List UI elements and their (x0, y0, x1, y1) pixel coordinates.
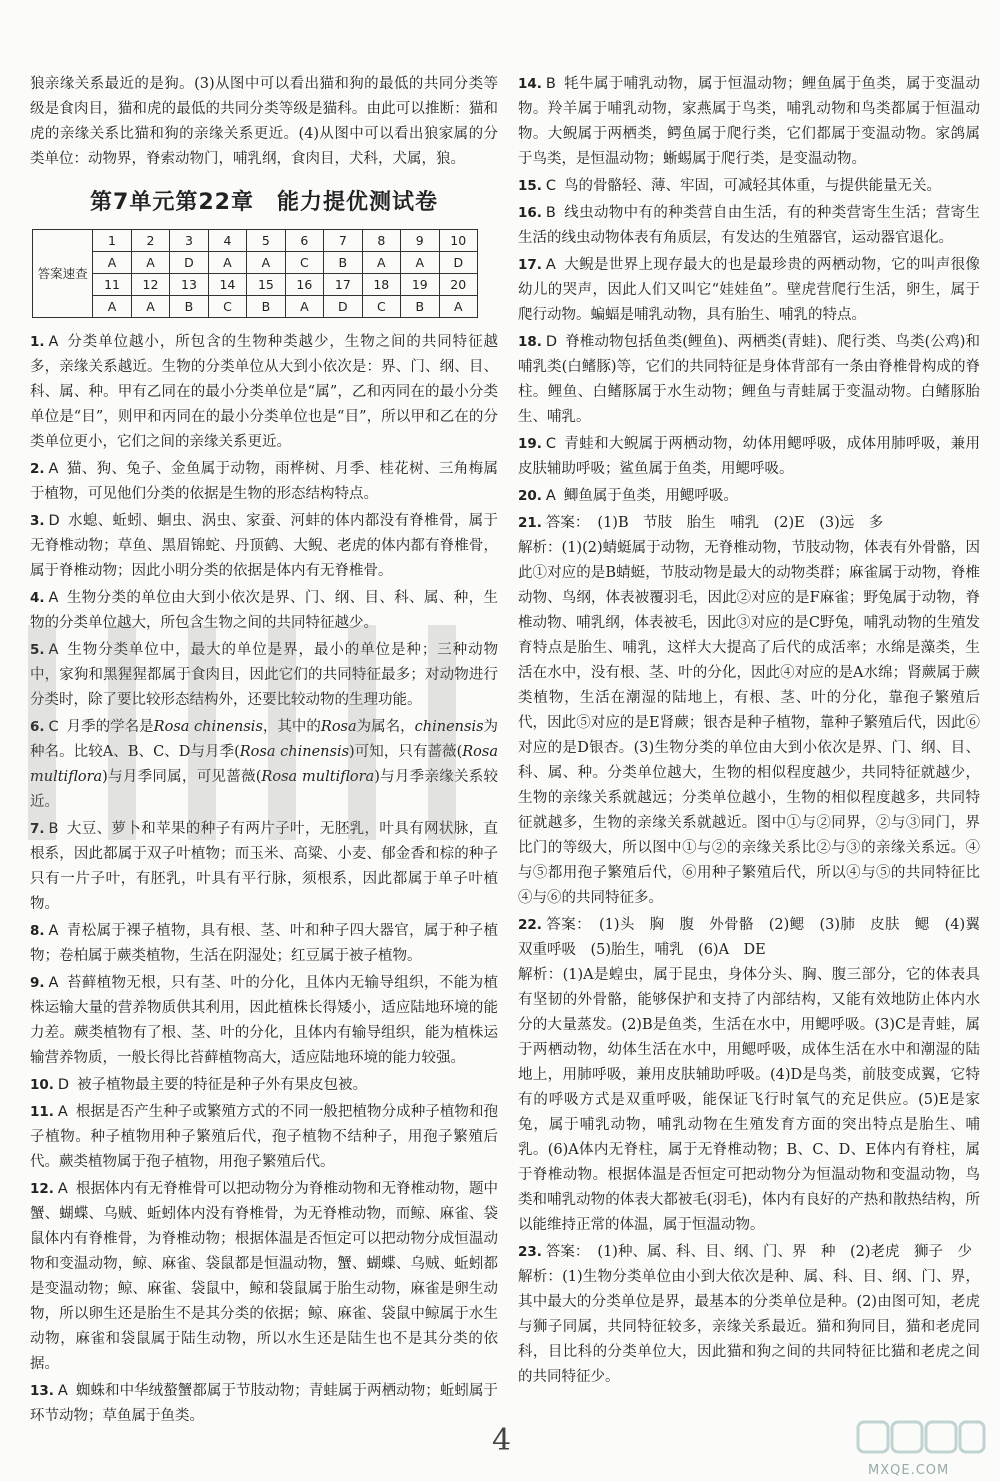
key-num: 1 (93, 230, 131, 252)
key-ans: B (170, 296, 208, 318)
key-num: 15 (247, 274, 285, 296)
question-12: 12. A 根据体内有无脊椎骨可以把动物分为脊椎动物和无脊椎动物，题中蟹、蝴蝶、乌贼、蚯蚓体内没有脊椎骨，为无脊椎动物，而鲸、麻雀、袋鼠体内有脊椎骨，为脊椎动物；根据体温是否恒定可以把动物分成恒温动物和变温动物，鲸、麻雀、袋鼠都是恒温动物，蟹、蝴蝶、乌贼、蚯蚓都是变温动物；鲸、麻雀、袋鼠中，鲸和袋鼠属于胎生动物，麻雀是卵生动物，所以卵生还是胎生不是其分类的依据；鲸、麻雀、袋鼠中鲸属于水生动物，麻雀和袋鼠属于陆生动物，所以水生还是陆生也不是其分类的依据。 (30, 1181, 498, 1372)
key-num: 19 (401, 274, 439, 296)
question-15: 15. C 鸟的骨骼轻、薄、牢固，可减轻其体重，与提供能量无关。 (518, 178, 942, 194)
key-num: 20 (439, 274, 477, 296)
key-num: 14 (208, 274, 246, 296)
key-num: 3 (170, 230, 208, 252)
key-num: 17 (324, 274, 362, 296)
watermark-text: MXQE.COM (868, 1463, 950, 1478)
key-num: 8 (362, 230, 400, 252)
key-num: 4 (208, 230, 246, 252)
question-9: 9. A 苔藓植物无根，只有茎、叶的分化，且体内无输导组织，不能为植株运输大量的营养物质供其利用，因此植株长得矮小，适应陆地环境的能力差。蕨类植物有了根、茎、叶的分化，且体内有输导组织，能为植株运输营养物质，一般长得比苔藓植物高大，适应陆地环境的能力较强。 (30, 975, 498, 1066)
key-num: 18 (362, 274, 400, 296)
key-num: 10 (439, 230, 477, 252)
question-3: 3. D 水螅、蚯蚓、蛔虫、涡虫、家蚕、河蚌的体内都没有脊椎骨，属于无脊椎动物；草鱼、黑眉锦蛇、丹顶鹤、大鲵、老虎的体内都有脊椎骨，属于脊椎动物；因此小明分类的依据是体内有无脊椎骨。 (30, 513, 498, 579)
key-num: 16 (285, 274, 323, 296)
question-8: 8. A 青松属于裸子植物，具有根、茎、叶和种子四大器官，属于种子植物；卷柏属于蕨类植物，生活在阴湿处；红豆属于被子植物。 (30, 923, 498, 964)
question-22: 22. 答案： (1)头 胸 腹 外骨骼 (2)鳃 (3)肺 皮肤 鳃 (4)翼 双重呼吸 (5)胎生，哺乳 (6)A DE 解析：(1)A是蝗虫，属于昆虫，身体分头、胸、腹三部分，它的体表具有坚韧的外骨骼，能够保护和支持了内部结构，又能有效地防止体内水分的大量蒸发。(2)B是鱼类，生活在水中，用鳃呼吸。(3)C是青蛙，属于两栖动物，幼体生活在水中，用鳃呼吸，成体生活在水中和潮湿的陆地上，用肺呼吸，兼用皮肤辅助呼吸。(4)D是鸟类，前肢变成翼，它特有的呼吸方式是双重呼吸，能保证飞行时氧气的充足供应。(5)E是家兔，属于哺乳动物，哺乳动物在生殖发育方面的突出特点是胎生、哺乳。(6)A体内无脊柱，属于无脊椎动物；B、C、D、E体内有脊柱，属于脊椎动物。根据体温是否恒定可把动物分为恒温动物和变温动物，鸟类和哺乳动物的体表大都被毛(羽毛)，体内有良好的产热和散热结构，所以能维持正常的体温，属于恒温动物。 (518, 913, 980, 1238)
question-10: 10. D 被子植物最主要的特征是种子外有果皮包被。 (30, 1077, 368, 1093)
answer-key-label: 答案速查 (33, 230, 93, 318)
key-ans: A (131, 296, 169, 318)
key-ans: A (247, 252, 285, 274)
key-ans: A (131, 252, 169, 274)
question-17: 17. A 大鲵是世界上现存最大的也是最珍贵的两栖动物，它的叫声很像幼儿的哭声，因此人们又叫它“娃娃鱼”。壁虎营爬行生活，卵生，属于爬行动物。蝙蝠是哺乳动物，具有胎生、哺乳的特点。 (518, 257, 980, 323)
left-column (30, 72, 498, 1431)
question-4: 4. A 生物分类的单位由大到小依次是界、门、纲、目、科、属、种，生物的分类单位越大，所包含生物之间的共同特征越少。 (30, 590, 498, 631)
key-num: 13 (170, 274, 208, 296)
question-19: 19. C 青蛙和大鲵属于两栖动物，幼体用鳃呼吸，成体用肺呼吸，兼用皮肤辅助呼吸；鲨鱼属于鱼类，用鳃呼吸。 (518, 436, 980, 477)
key-ans: B (401, 296, 439, 318)
answer-key-table (32, 229, 478, 318)
key-ans: C (208, 296, 246, 318)
page-title: 第7单元第22章 能力提优测试卷 (90, 190, 438, 215)
key-ans: A (93, 252, 131, 274)
question-6: 6. C 月季的学名是Rosa chinensis，其中的Rosa为属名，chinensis为种名。比较A、B、C、D与月季(Rosa chinensis)可知，只有蔷薇(Rosa multiflora)与月季同属，可见蔷薇(Rosa multiflora)与月季亲缘关系较近。 (30, 719, 499, 810)
key-ans: B (324, 252, 362, 274)
question-14: 14. B 牦牛属于哺乳动物，属于恒温动物；鲤鱼属于鱼类，属于变温动物。羚羊属于哺乳动物，家燕属于鸟类，哺乳动物和鸟类都属于恒温动物。大鲵属于两栖类，鳄鱼属于爬行类，它们都属于变温动物。家鸽属于鸟类，是恒温动物；蜥蜴属于爬行类，是变温动物。 (518, 76, 980, 167)
question-18: 18. D 脊椎动物包括鱼类(鲤鱼)、两栖类(青蛙)、爬行类、鸟类(公鸡)和哺乳类(白鳍豚)等，它们的共同特征是身体背部有一条由脊椎骨构成的脊柱。鲤鱼、白鳍豚属于水生动物；鲤鱼与青蛙属于变温动物。白鳍豚胎生、哺乳。 (518, 334, 980, 425)
question-2: 2. A 猫、狗、兔子、金鱼属于动物，雨桦树、月季、桂花树、三角梅属于植物，可见他们分类的依据是生物的形态结构特点。 (30, 461, 498, 502)
question-23: 23. 答案： (1)种、属、科、目、纲、门、界 种 (2)老虎 狮子 少 解析：(1)生物分类单位由小到大依次是种、属、科、目、纲、门、界，其中最大的分类单位是界，最基本的分类单位是种。(2)由图可知，老虎与狮子同属，共同特征较多，亲缘关系最近。猫和狗同目，猫和老虎同科，目比科的分类单位大，因此猫和狗之间的共同特征比猫和老虎之间的共同特征少。 (518, 1240, 980, 1390)
key-ans: A (208, 252, 246, 274)
key-num: 9 (401, 230, 439, 252)
key-num: 5 (247, 230, 285, 252)
key-ans: A (93, 296, 131, 318)
key-ans: D (439, 252, 477, 274)
question-5: 5. A 生物分类单位中，最大的单位是界，最小的单位是种；三种动物中，家狗和黑猩猩都属于食肉目，因此它们的共同特征最多；对动物进行分类时，除了要比较形态结构外，还要比较动物的生理功能。 (30, 642, 498, 708)
key-num: 2 (131, 230, 169, 252)
intro-paragraph: 狼亲缘关系最近的是狗。(3)从图中可以看出猫和狗的最低的共同分类等级是食肉目，猫和虎的最低的共同分类等级是猫科。由此可以推断：猫和虎的亲缘关系比猫和狗的亲缘关系更近。(4)从图中可以看出狼家属的分类单位：动物界，脊索动物门，哺乳纲，食肉目，犬科，犬属，狼。 (30, 76, 498, 167)
key-ans: D (170, 252, 208, 274)
right-column (518, 72, 995, 1392)
question-7: 7. B 大豆、萝卜和苹果的种子有两片子叶，无胚乳，叶具有网状脉，直根系，因此都属于双子叶植物；而玉米、高粱、小麦、郁金香和棕的种子只有一片子叶，有胚乳，叶具有平行脉，须根系，因此都属于单子叶植物。 (30, 821, 498, 912)
key-ans: A (362, 252, 400, 274)
question-13: 13. A 蜘蛛和中华绒螯蟹都属于节肢动物；青蛙属于两栖动物；蚯蚓属于环节动物；草鱼属于鱼类。 (30, 1383, 498, 1424)
key-ans: A (285, 296, 323, 318)
page-number: 4 (492, 1423, 512, 1458)
key-ans: C (285, 252, 323, 274)
key-num: 11 (93, 274, 131, 296)
question-1: 1. A 分类单位越小，所包含的生物种类越少，生物之间的共同特征越多，亲缘关系越近。生物的分类单位从大到小依次是：界、门、纲、目、科、属、种。甲有乙同在的最小分类单位是“属”，乙和丙同在的最小分类单位是“目”，则甲和丙同在的最小分类单位也是“目”，所以甲和乙在的分类单位更小，它们之间的亲缘关系更近。 (30, 334, 498, 450)
key-num: 6 (285, 230, 323, 252)
key-num: 7 (324, 230, 362, 252)
key-ans: A (439, 296, 477, 318)
question-16: 16. B 线虫动物中有的种类营自由生活，有的种类营寄生生活；营寄生生活的线虫动物体表有角质层，有发达的生殖器官，运动器官退化。 (518, 205, 980, 246)
question-21: 21. 答案： (1)B 节肢 胎生 哺乳 (2)E (3)远 多 解析：(1)(2)蜻蜓属于动物，无脊椎动物，节肢动物，体表有外骨骼，因此①对应的是B蜻蜓，节肢动物是最大的动物类群；麻雀属于动物，脊椎动物、鸟纲，体表被覆羽毛，因此②对应的是F麻雀；野兔属于动物，脊椎动物、哺乳纲，体表被毛，因此③对应的是C野兔，哺乳动物的生殖发育特点是胎生、哺乳，这样大大提高了后代的成活率；水绵是藻类，生活在水中，没有根、茎、叶的分化，因此④对应的是A水绵；肾蕨属于蕨类植物，生活在潮湿的陆地上，有根、茎、叶的分化，靠孢子繁殖后代，因此⑤对应的是E肾蕨；银杏是种子植物，靠种子繁殖后代，因此⑥对应的是D银杏。(3)生物分类的单位由大到小依次是界、门、纲、目、科、属、种。分类单位越大，生物的相似程度越少，共同特征就越少，生物的亲缘关系就越远；分类单位越小，生物的相似程度越多，共同特征就越多，生物的亲缘关系就越近。图中①与②同界，②与③同门，界比门的等级大，所以图中①与②的亲缘关系比②与③的亲缘关系远。④与⑤都用孢子繁殖后代，⑥用种子繁殖后代，所以④与⑤的共同特征比④与⑥的共同特征多。 (518, 511, 980, 911)
explanation: 解析：(1)(2)蜻蜓属于动物，无脊椎动物，节肢动物，体表有外骨骼，因此①对应的是B蜻蜓，节肢动物是最大的动物类群；麻雀属于动物，脊椎动物、鸟纲，体表被覆羽毛，因此②对应的是F麻雀；野兔属于动物，脊椎动物、哺乳纲，体表被毛，因此③对应的是C野兔，哺乳动物的生殖发育特点是胎生、哺乳，这样大大提高了后代的成活率；水绵是藻类，生活在水中，没有根、茎、叶的分化，因此④对应的是A水绵；肾蕨属于蕨类植物，生活在潮湿的陆地上，有根、茎、叶的分化，靠孢子繁殖后代，因此⑤对应的是E肾蕨；银杏是种子植物，靠种子繁殖后代，因此⑥对应的是D银杏。(3)生物分类的单位由大到小依次是界、门、纲、目、科、属、种。分类单位越大，生物的相似程度越少，共同特征就越少，生物的亲缘关系就越远；分类单位越小，生物的相似程度越多，共同特征就越多，生物的亲缘关系就越近。图中①与②同界，②与③同门，界比门的等级大，所以图中①与②的亲缘关系比②与③的亲缘关系远。④与⑤都用孢子繁殖后代，⑥用种子繁殖后代，所以④与⑤的共同特征比④与⑥的共同特征多。 (518, 540, 980, 906)
question-20: 20. A 鲫鱼属于鱼类，用鳃呼吸。 (518, 488, 738, 504)
key-ans: C (362, 296, 400, 318)
key-num: 12 (131, 274, 169, 296)
key-ans: B (247, 296, 285, 318)
key-ans: A (401, 252, 439, 274)
explanation: 解析：(1)生物分类单位由小到大依次是种、属、科、目、纲、门、界，其中最大的分类单位是界，最基本的分类单位是种。(2)由图可知，老虎与狮子同属，共同特征较多，亲缘关系最近。猫和狗同目，猫和老虎同科，目比科的分类单位大，因此猫和狗之间的共同特征比猫和老虎之间的共同特征少。 (518, 1269, 980, 1385)
key-ans: D (324, 296, 362, 318)
explanation: 解析：(1)A是蝗虫，属于昆虫，身体分头、胸、腹三部分，它的体表具有坚韧的外骨骼，能够保护和支持了内部结构，又能有效地防止体内水分的大量蒸发。(2)B是鱼类，生活在水中，用鳃呼吸。(3)C是青蛙，属于两栖动物，幼体生活在水中，用鳃呼吸，成体生活在水中和潮湿的陆地上，用肺呼吸，兼用皮肤辅助呼吸。(4)D是鸟类，前肢变成翼，它特有的呼吸方式是双重呼吸，能保证飞行时氧气的充足供应。(5)E是家兔，属于哺乳动物，哺乳动物在生殖发育方面的突出特点是胎生、哺乳。(6)A体内无脊柱，属于无脊椎动物；B、C、D、E体内有脊柱，属于脊椎动物。根据体温是否恒定可把动物分为恒温动物和变温动物，鸟类和哺乳动物的体表大都被毛(羽毛)，体内有良好的产热和散热结构，所以能维持正常的体温，属于恒温动物。 (518, 967, 980, 1233)
question-11: 11. A 根据是否产生种子或繁殖方式的不同一般把植物分成种子植物和孢子植物。种子植物用种子繁殖后代，孢子植物不结种子，用孢子繁殖后代。蕨类植物属于孢子植物，用孢子繁殖后代。 (30, 1104, 498, 1170)
